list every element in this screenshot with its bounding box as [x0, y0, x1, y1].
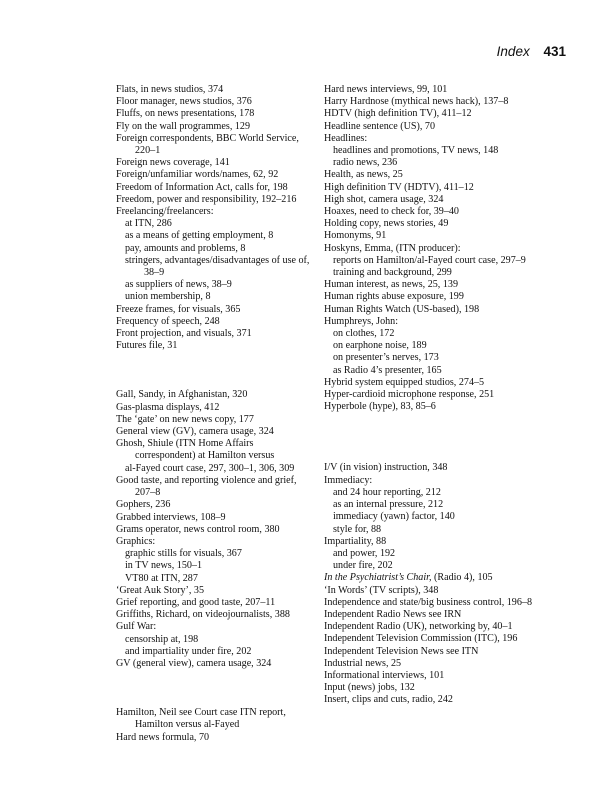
index-entry: Impartiality, 88 — [324, 535, 387, 547]
index-entry: Flats, in news studios, 374 — [116, 84, 224, 95]
index-entry: Foreign/unfamiliar words/names, 62, 92 — [116, 169, 279, 181]
index-subentry: at ITN, 286 — [125, 218, 172, 230]
index-subentry: as suppliers of news, 38–9 — [125, 279, 232, 291]
index-entry: Hyperbole (hype), 83, 85–6 — [324, 401, 436, 413]
index-entry: Freedom, power and responsibility, 192–216 — [116, 193, 297, 205]
index-entry: Good taste, and reporting violence and grief, 207–8 — [116, 474, 297, 499]
index-subentry: reports on Hamilton/al-Fayed court case, 297–9 — [333, 254, 526, 266]
index-column-left — [116, 84, 314, 744]
index-group-i — [324, 462, 536, 706]
index-entry: ‘In Words’ (TV scripts), 348 — [324, 584, 439, 596]
index-subentry: al-Fayed court case, 297, 300–1, 306, 309 — [125, 462, 295, 474]
index-entry: Independent Television News see ITN — [324, 645, 479, 657]
index-entry: Fluffs, on news presentations, 178 — [116, 108, 255, 120]
index-entry: Human rights abuse exposure, 199 — [324, 291, 464, 303]
index-entry: Human interest, as news, 25, 139 — [324, 279, 458, 291]
index-entry-italic-title: In the Psychiatrist’s Chair, — [324, 572, 432, 584]
index-entry: Immediacy: — [324, 474, 373, 486]
page-number: 431 — [543, 44, 566, 59]
index-entry: Industrial news, 25 — [324, 657, 402, 669]
index-subentry: pay, amounts and problems, 8 — [125, 242, 246, 254]
index-entry: ‘Great Auk Story’, 35 — [116, 584, 205, 596]
index-entry: Hoskyns, Emma, (ITN producer): — [324, 242, 461, 254]
index-entry: Griffiths, Richard, on videojournalists, 388 — [116, 609, 290, 621]
index-entry: Input (news) jobs, 132 — [324, 682, 415, 694]
header-title: Index — [496, 44, 530, 59]
index-entry: Gall, Sandy, in Afghanistan, 320 — [116, 389, 248, 401]
index-entry: Headline sentence (US), 70 — [324, 120, 435, 132]
index-entry: Independent Television Commission (ITC), 196 — [324, 633, 518, 645]
index-entry: Freedom of Information Act, calls for, 198 — [116, 181, 288, 193]
index-subentry: censorship at, 198 — [125, 633, 199, 645]
index-entry: Futures file, 31 — [116, 340, 178, 352]
index-subentry: as an internal pressure, 212 — [333, 499, 444, 511]
index-entry: Independent Radio News see IRN — [324, 608, 462, 620]
index-subentry: VT80 at ITN, 287 — [125, 572, 198, 584]
index-group-g — [116, 389, 314, 670]
index-entry: Humphreys, John: — [324, 315, 399, 327]
index-subentry: as Radio 4’s presenter, 165 — [333, 364, 442, 376]
index-group-h — [116, 707, 314, 744]
index-subentry: and 24 hour reporting, 212 — [333, 486, 441, 498]
index-entry: Frequency of speech, 248 — [116, 315, 220, 327]
index-subentry: union membership, 8 — [125, 291, 211, 303]
index-entry: Hard news formula, 70 — [116, 731, 210, 743]
index-entry: Hybrid system equipped studios, 274–5 — [324, 376, 485, 388]
index-group-f — [116, 84, 314, 352]
index-entry: Informational interviews, 101 — [324, 669, 445, 681]
index-entry: Independent Radio (UK), networking by, 40–1 — [324, 621, 513, 633]
index-entry: Grief reporting, and good taste, 207–11 — [116, 596, 276, 608]
index-entry: Headlines: — [324, 132, 368, 144]
index-entry: Insert, clips and cuts, radio, 242 — [324, 694, 453, 706]
index-subentry: and power, 192 — [333, 547, 396, 559]
index-entry: Health, as news, 25 — [324, 169, 403, 181]
index-entry: High shot, camera usage, 324 — [324, 193, 444, 205]
index-entry: Gulf War: — [116, 621, 157, 633]
index-entry: Foreign correspondents, BBC World Service, 220–1 — [116, 132, 299, 157]
index-entry: Grabbed interviews, 108–9 — [116, 511, 226, 523]
index-entry: Graphics: — [116, 535, 156, 547]
index-subentry: style for, 88 — [333, 523, 382, 535]
index-entry: Freeze frames, for visuals, 365 — [116, 303, 241, 315]
index-entry: Homonyms, 91 — [324, 230, 387, 242]
index-group-h-continued — [324, 84, 536, 413]
index-subentry: radio news, 236 — [333, 157, 398, 169]
index-entry: Gas-plasma displays, 412 — [116, 401, 220, 413]
index-subentry: immediacy (yawn) factor, 140 — [333, 511, 455, 523]
index-subentry: headlines and promotions, TV news, 148 — [333, 145, 499, 157]
index-entry: General view (GV), camera usage, 324 — [116, 426, 274, 438]
index-entry: GV (general view), camera usage, 324 — [116, 657, 272, 669]
index-subentry: training and background, 299 — [333, 267, 452, 279]
index-entry: Fly on the wall programmes, 129 — [116, 120, 251, 132]
index-entry: Hoaxes, need to check for, 39–40 — [324, 206, 459, 218]
index-entry: HDTV (high definition TV), 411–12 — [324, 108, 472, 120]
index-entry: Hamilton, Neil see Court case ITN report, Hamilton versus al-Fayed — [116, 707, 286, 731]
running-header — [497, 44, 566, 59]
index-entry: Hard news interviews, 99, 101 — [324, 84, 448, 95]
index-entry: Human Rights Watch (US-based), 198 — [324, 303, 480, 315]
index-subentry: under fire, 202 — [333, 560, 393, 572]
index-entry: Floor manager, news studios, 376 — [116, 96, 252, 108]
index-entry: Front projection, and visuals, 371 — [116, 328, 252, 340]
index-subentry: stringers, advantages/disadvantages of use of, 38–9 — [125, 254, 310, 279]
index-entry: Harry Hardnose (mythical news hack), 137–8 — [324, 96, 509, 108]
index-entry: High definition TV (HDTV), 411–12 — [324, 181, 474, 193]
index-entry: Grams operator, news control room, 380 — [116, 523, 280, 535]
index-entry: I/V (in vision) instruction, 348 — [324, 462, 448, 474]
index-entry: Gophers, 236 — [116, 499, 171, 511]
index-subentry: on clothes, 172 — [333, 328, 395, 340]
index-entry-text: (Radio 4), 105 — [431, 572, 493, 584]
index-subentry: and impartiality under fire, 202 — [125, 645, 252, 657]
index-entry: Freelancing/freelancers: — [116, 206, 214, 218]
index-subentry: on presenter’s nerves, 173 — [333, 352, 439, 364]
index-subentry: on earphone noise, 189 — [333, 340, 427, 352]
index-entry: Holding copy, news stories, 49 — [324, 218, 449, 230]
index-entry: Independence and state/big business control, 196–8 — [324, 596, 532, 608]
index-column-right — [324, 84, 536, 707]
index-entry: Hyper-cardioid microphone response, 251 — [324, 389, 495, 401]
index-subentry: graphic stills for visuals, 367 — [125, 548, 242, 560]
index-entry: Ghosh, Shiule (ITN Home Affairs correspondent) at Hamilton versus — [116, 438, 275, 462]
index-entry: The ‘gate’ on new news copy, 177 — [116, 413, 254, 425]
index-subentry: in TV news, 150–1 — [125, 560, 203, 572]
index-subentry: as a means of getting employment, 8 — [125, 230, 274, 242]
index-entry: Foreign news coverage, 141 — [116, 157, 230, 169]
index-entry — [324, 572, 536, 584]
